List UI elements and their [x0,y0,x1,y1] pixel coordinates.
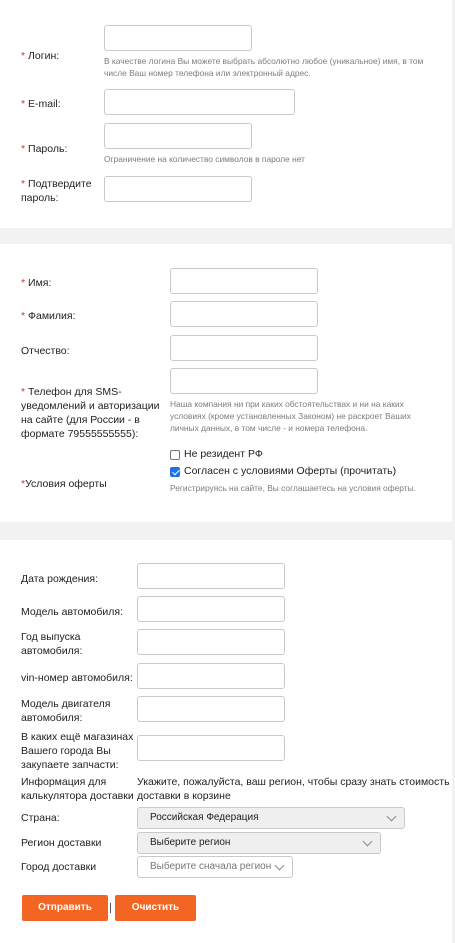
region-label: Регион доставки [21,837,102,849]
car-model-input[interactable] [137,596,285,622]
chevron-down-icon [275,861,285,871]
required-mark: * [21,386,29,398]
last-name-input[interactable] [170,301,318,327]
region-select[interactable]: Выберите регион [137,832,381,854]
password-hint: Ограничение на количество символов в пароле нет [104,154,305,164]
chevron-down-icon [387,812,397,822]
required-mark: * [21,277,29,289]
required-mark: * [21,178,29,190]
login-hint: В качестве логина Вы можете выбрать абсолютно любое (уникальное) имя, в том числе Ваш номер телефона или электронный адрес. [104,56,424,78]
vehicle-section [0,540,452,943]
offer-hint: Регистрируясь на сайте, Вы соглашаетесь на условия оферты. [170,483,416,493]
confirm-password-label: * Подтвердите пароль: [21,178,92,204]
nonresident-label: Не резидент РФ [184,448,263,460]
offer-label: *Условия оферты [21,478,107,490]
patronymic-input[interactable] [170,335,318,361]
car-model-label: Модель автомобиля: [21,606,123,618]
nonresident-checkbox[interactable] [170,450,180,460]
phone-input[interactable] [170,368,318,394]
email-label: * E-mail: [21,98,61,110]
required-mark: * [21,310,29,322]
last-name-label: * Фамилия: [21,310,76,322]
birth-date-input[interactable] [137,563,285,589]
email-input[interactable] [104,89,295,115]
phone-hint: Наша компания ни при каких обстоятельствах и ни на каких условиях (кроме установленных Законом) не раскроет Ваших личных данных, в том числе - и номера телефона. [170,399,411,433]
confirm-password-input[interactable] [104,176,252,202]
required-mark: * [21,98,29,110]
required-mark: * [21,50,29,62]
phone-label: * Телефон для SMS- уведомлений и авторизации на сайте (для России - в формате 79555555555): [21,386,160,440]
submit-button[interactable]: Отправить [22,895,108,921]
car-year-input[interactable] [137,629,285,655]
required-mark: * [21,478,26,490]
first-name-label: * Имя: [21,277,52,289]
chevron-down-icon [363,837,373,847]
calc-info-label: Информация для калькулятора доставки [21,776,134,802]
password-label: * Пароль: [21,143,68,155]
required-mark: * [21,143,29,155]
other-stores-label: В каких ещё магазинах Вашего города Вы закупаете запчасти: [21,731,134,771]
offer-checkbox-label[interactable]: Согласен с условиями Оферты (прочитать) [184,465,397,477]
vin-label: vin-номер автомобиля: [21,672,133,684]
vin-input[interactable] [137,663,285,689]
login-input[interactable] [104,25,252,51]
calc-info-text: Укажите, пожалуйста, ваш регион, чтобы сразу знать стоимость доставки в корзине [137,776,450,802]
offer-checkbox[interactable] [170,467,180,477]
car-year-label: Год выпуска автомобиля: [21,631,83,657]
country-label: Страна: [21,812,60,824]
patronymic-label: Отчество: [21,345,70,357]
other-stores-input[interactable] [137,735,285,761]
engine-input[interactable] [137,696,285,722]
login-label: * Логин: [21,50,60,62]
first-name-input[interactable] [170,268,318,294]
personal-section [0,244,452,522]
password-input[interactable] [104,123,252,149]
birth-date-label: Дата рождения: [21,573,98,585]
button-separator [110,903,111,913]
city-label: Город доставки [21,861,97,873]
account-section [0,0,452,228]
engine-label: Модель двигателя автомобиля: [21,698,111,724]
city-select[interactable]: Выберите сначала регион [137,856,293,878]
clear-button[interactable]: Очистить [115,895,196,921]
country-select[interactable]: Российская Федерация [137,807,405,829]
